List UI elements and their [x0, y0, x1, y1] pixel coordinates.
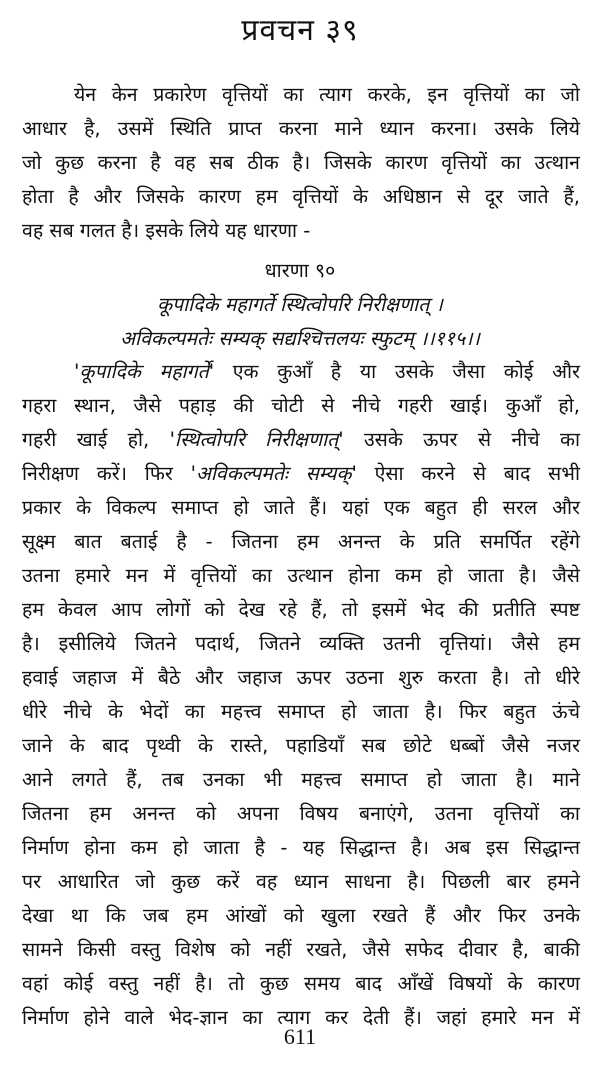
commentary-paragraph — [22, 355, 580, 1035]
paragraph-line: गहरा स्थान, जैसे पहाड़ की चोटी से नीचे गहरी खाई। कुआँ हो, — [22, 394, 580, 417]
verse-quote: 'अविकल्पमतेः सम्यक्' — [190, 462, 357, 485]
paragraph-line: उतना हमारे मन में वृत्तियों का उत्थान होना कम हो जाता है। जैसे — [22, 564, 580, 587]
chapter-title: प्रवचन ३९ — [241, 13, 359, 48]
verse-quote: 'कूपादिके महागर्ते' — [74, 360, 215, 383]
paragraph-line: निर्माण होने वाले भेद-ज्ञान का त्याग कर देती हैं। जहां हमारे मन में — [22, 1006, 580, 1029]
paragraph-line — [22, 355, 580, 389]
paragraph-line: जो कुछ करना है वह सब ठीक है। जिसके कारण वृत्तियों का उत्थान — [22, 151, 580, 174]
verse-line-2: अविकल्पमतेः सम्यक् सद्यश्चित्तलयः स्फुटम् ।।११५।। — [120, 327, 480, 350]
page-number: 611 — [283, 1024, 317, 1049]
paragraph-line: निर्माण होना कम हो जाता है - यह सिद्धान्त है। अब इस सिद्धान्त — [22, 836, 580, 859]
paragraph-line: आधार है, उसमें स्थिति प्राप्त करना माने ध्यान करना। उसके लिये — [22, 117, 580, 140]
paragraph-line: आने लगते हैं, तब उनका भी महत्त्व समाप्त हो जाता है। माने — [22, 768, 580, 791]
paragraph-line: होता है और जिसके कारण हम वृत्तियों के अधिष्ठान से दूर जाते हैं, — [22, 185, 580, 208]
dharana-heading: धारणा ९० — [264, 259, 336, 282]
line-text: एक कुआँ है या उसके जैसा कोई और — [214, 360, 580, 383]
paragraph-line: है। इसीलिये जितने पदार्थ, जितने व्यक्ति उतनी वृत्तियां। जैसे हम — [22, 632, 580, 655]
paragraph-line: येन केन प्रकारेण वृत्तियों का त्याग करके, इन वृत्तियों का जो — [74, 83, 580, 106]
paragraph-line: धीरे नीचे के भेदों का महत्त्व समाप्त हो जाता है। फिर बहुत ऊंचे — [22, 700, 580, 723]
intro-paragraph — [22, 78, 580, 248]
paragraph-line: हवाई जहाज में बैठे और जहाज ऊपर उठना शुरु करता है। तो धीरे — [22, 666, 580, 689]
paragraph-line: वह सब गलत है। इसके लिये यह धारणा - — [22, 219, 311, 242]
paragraph-line: वहां कोई वस्तु नहीं है। तो कुछ समय बाद आँखें विषयों के कारण — [22, 972, 580, 995]
line-text: उसके ऊपर से नीचे का — [343, 428, 580, 451]
paragraph-line: सामने किसी वस्तु विशेष को नहीं रखते, जैसे सफेद दीवार है, बाकी — [22, 938, 580, 961]
verse-quote: 'स्थित्वोपरि निरीक्षणात्' — [169, 428, 344, 451]
paragraph-line — [22, 457, 580, 491]
line-text: ऐसा करने से बाद सभी — [356, 462, 580, 485]
paragraph-line: सूक्ष्म बात बताई है - जितना हम अनन्त के प्रति समर्पित रहेंगे — [22, 530, 580, 553]
line-text: निरीक्षण करें। फिर — [22, 462, 191, 485]
line-text: गहरी खाई हो, — [22, 428, 170, 451]
paragraph-line: हम केवल आप लोगों को देख रहे हैं, तो इसमें भेद की प्रतीति स्पष्ट — [22, 598, 580, 621]
paragraph-line: जितना हम अनन्त को अपना विषय बनाएंगे, उतना वृत्तियों का — [22, 802, 580, 825]
paragraph-line: प्रकार के विकल्प समाप्त हो जाते हैं। यहां एक बहुत ही सरल और — [22, 496, 580, 519]
paragraph-line: देखा था कि जब हम आंखों को खुला रखते हैं और फिर उनके — [22, 904, 580, 927]
paragraph-line — [22, 423, 580, 457]
paragraph-line: जाने के बाद पृथ्वी के रास्ते, पहाडियाँ सब छोटे धब्बों जैसे नजर — [22, 734, 580, 757]
paragraph-line: पर आधारित जो कुछ करें वह ध्यान साधना है। पिछली बार हमने — [22, 870, 580, 893]
verse-line-1: कूपादिके महागर्ते स्थित्वोपरि निरीक्षणात् । — [157, 293, 443, 316]
